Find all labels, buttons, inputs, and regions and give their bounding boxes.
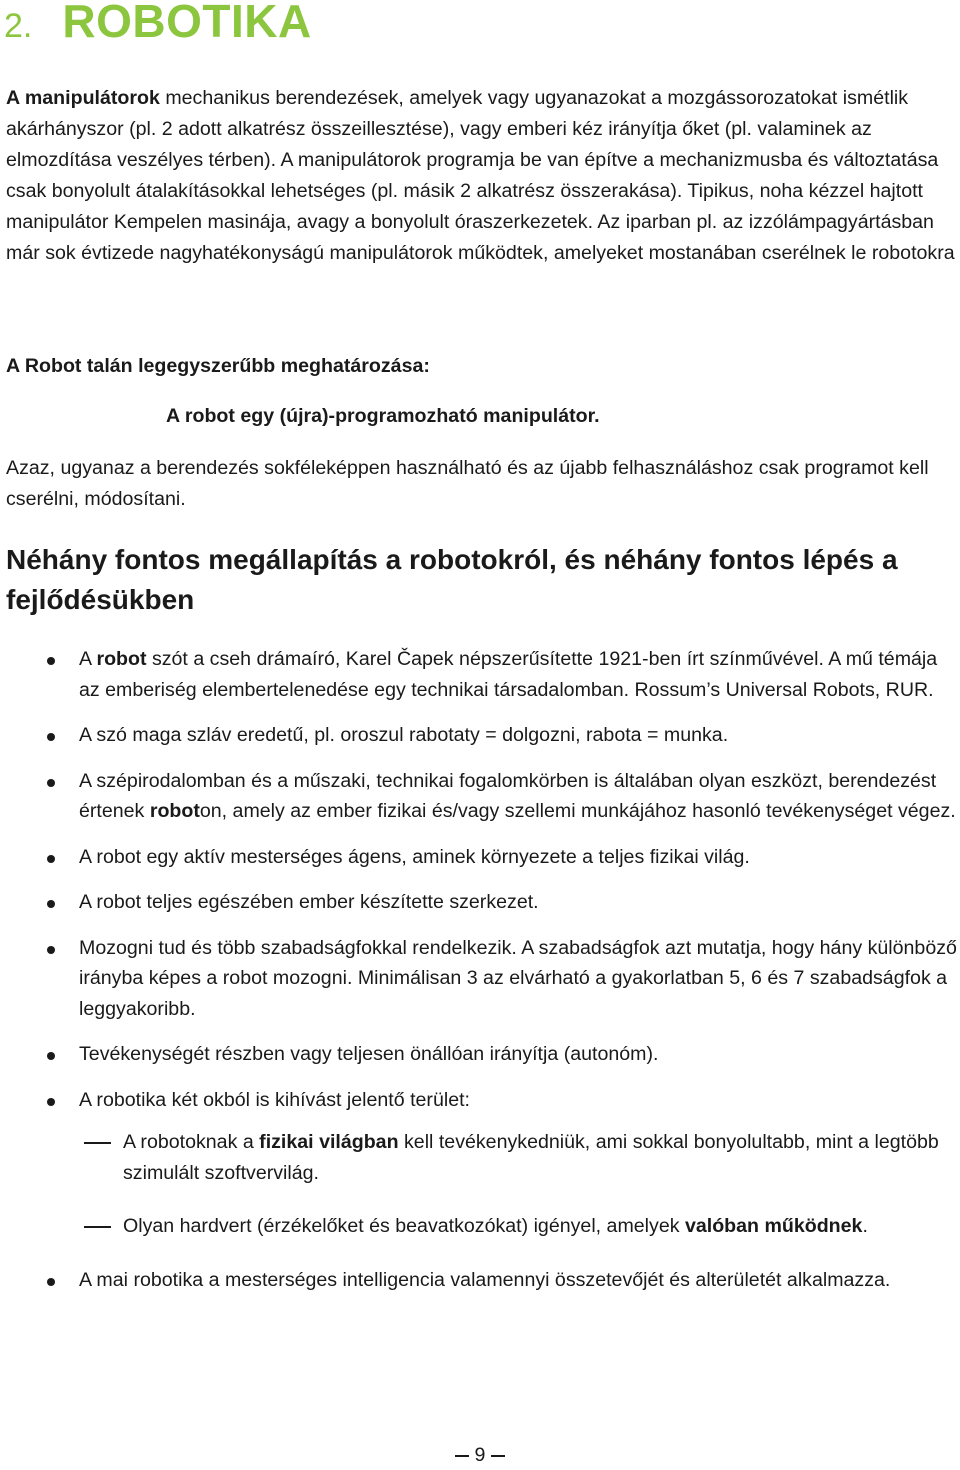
robot-definition: A robot egy (újra)-programozható manipulátor. (166, 405, 600, 427)
list-item: Mozogni tud és több szabadságfokkal rendelkezik. A szabadságfok azt mutatja, hogy hány különböző irányba képes a robot mozogni. Minimálisan 3 az elvárható a gyakorlatban 5, 6 és 7 szabadságfok a leggyakoribb. (0, 933, 959, 1025)
bullet-icon (47, 1052, 55, 1060)
bullet-icon (47, 855, 55, 863)
page-footer (0, 1444, 960, 1467)
sublist-item: Olyan hardvert (érzékelőket és beavatkozókat) igényel, amelyek valóban működnek. (79, 1211, 953, 1242)
sublist-item: A robotoknak a fizikai világban kell tevékenykedniük, ami sokkal bonyolultabb, mint a legtöbb szimulált szoftvervilág. (79, 1127, 953, 1188)
intro-bold-term: A manipulátorok (6, 87, 160, 109)
list-item: A robot teljes egészében ember készítette szerkezet. (0, 887, 959, 918)
bold-term: robot (96, 648, 147, 670)
bold-term: valóban működnek (684, 1215, 863, 1237)
section-subheading: Néhány fontos megállapítás a robotokról, és néhány fontos lépés a fejlődésükben (6, 544, 898, 615)
intro-paragraph (6, 83, 956, 269)
chapter-number: 2. (4, 7, 33, 45)
bullet-icon (47, 900, 55, 908)
footer-dash-icon (491, 1455, 505, 1457)
bold-term: robot (149, 800, 200, 822)
bullet-icon (47, 779, 55, 787)
list-item: A robot szót a cseh drámaíró, Karel Čapek népszerűsítette 1921-ben írt színművével. A mű témája az emberiség elembertelenedése egy technikai társadalomban. Rossum’s Universal Robots, RUR. (0, 644, 959, 705)
list-item: Tevékenységét részben vagy teljesen önállóan irányítja (autonóm). (0, 1039, 959, 1070)
dash-icon (84, 1142, 111, 1144)
page-number: 9 (474, 1444, 486, 1466)
intro-text: mechanikus berendezések, amelyek vagy ugyanazokat a mozgássorozatokat ismétlik akárhányszor (pl. 2 adott alkatrész összeillesztése), vagy emberi kéz irányítja őket (pl. valaminek az elmozdítása veszélyes térben). A manipulátorok programja be van építve a mechanizmusba és változtatása csak bonyolult átalakításokkal lehetséges (pl. másik 2 alkatrész összerakása). Tipikus, noha kézzel hajtott manipulátor Kempelen masinája, avagy a bonyolult óraszerkezetek. Az iparban pl. az izzólámpagyártásban már sok évtizede nagyhatékonyságú manipulátorok működtek, amelyeket mostanában cserélnek le robotokra (6, 87, 955, 264)
definition-intro: A Robot talán legegyszerűbb meghatározása: (6, 355, 430, 377)
list-item: A robot egy aktív mesterséges ágens, aminek környezete a teljes fizikai világ. (0, 842, 959, 873)
chapter-heading (4, 0, 312, 48)
bullet-icon (47, 657, 55, 665)
list-item: A mai robotika a mesterséges intelligencia valamennyi összetevőjét és alterületét alkalmazza. (0, 1265, 959, 1296)
definition-clarification: Azaz, ugyanaz a berendezés sokféleképpen használható és az újabb felhasználáshoz csak programot kell cserélni, módosítani. (6, 457, 929, 510)
list-item: A szépirodalomban és a műszaki, technikai fogalomkörben is általában olyan eszközt, berendezést értenek roboton, amely az ember fizikai és/vagy szellemi munkájához hasonló tevékenységet végez. (0, 766, 959, 827)
bullet-icon (47, 946, 55, 954)
bullet-icon (47, 1278, 55, 1286)
bullet-icon (47, 1098, 55, 1106)
list-item: A szó maga szláv eredetű, pl. oroszul rabotaty = dolgozni, rabota = munka. (0, 720, 959, 751)
bullet-icon (47, 733, 55, 741)
bold-term: fizikai világban (259, 1131, 399, 1153)
chapter-title: ROBOTIKA (62, 0, 312, 47)
footer-dash-icon (455, 1455, 469, 1457)
list-item: A robotika két okból is kihívást jelentő terület: A robotoknak a fizikai világban kell tevékenykedniük, ami sokkal bonyolultabb, mint a legtöbb szimulált szoftvervilág. Olyan hardvert (érzékelőket és beavatkozókat) igényel, amelyek valóban működnek. (0, 1085, 959, 1242)
challenge-sublist (79, 1127, 959, 1242)
facts-list (0, 644, 960, 1310)
dash-icon (84, 1226, 111, 1228)
